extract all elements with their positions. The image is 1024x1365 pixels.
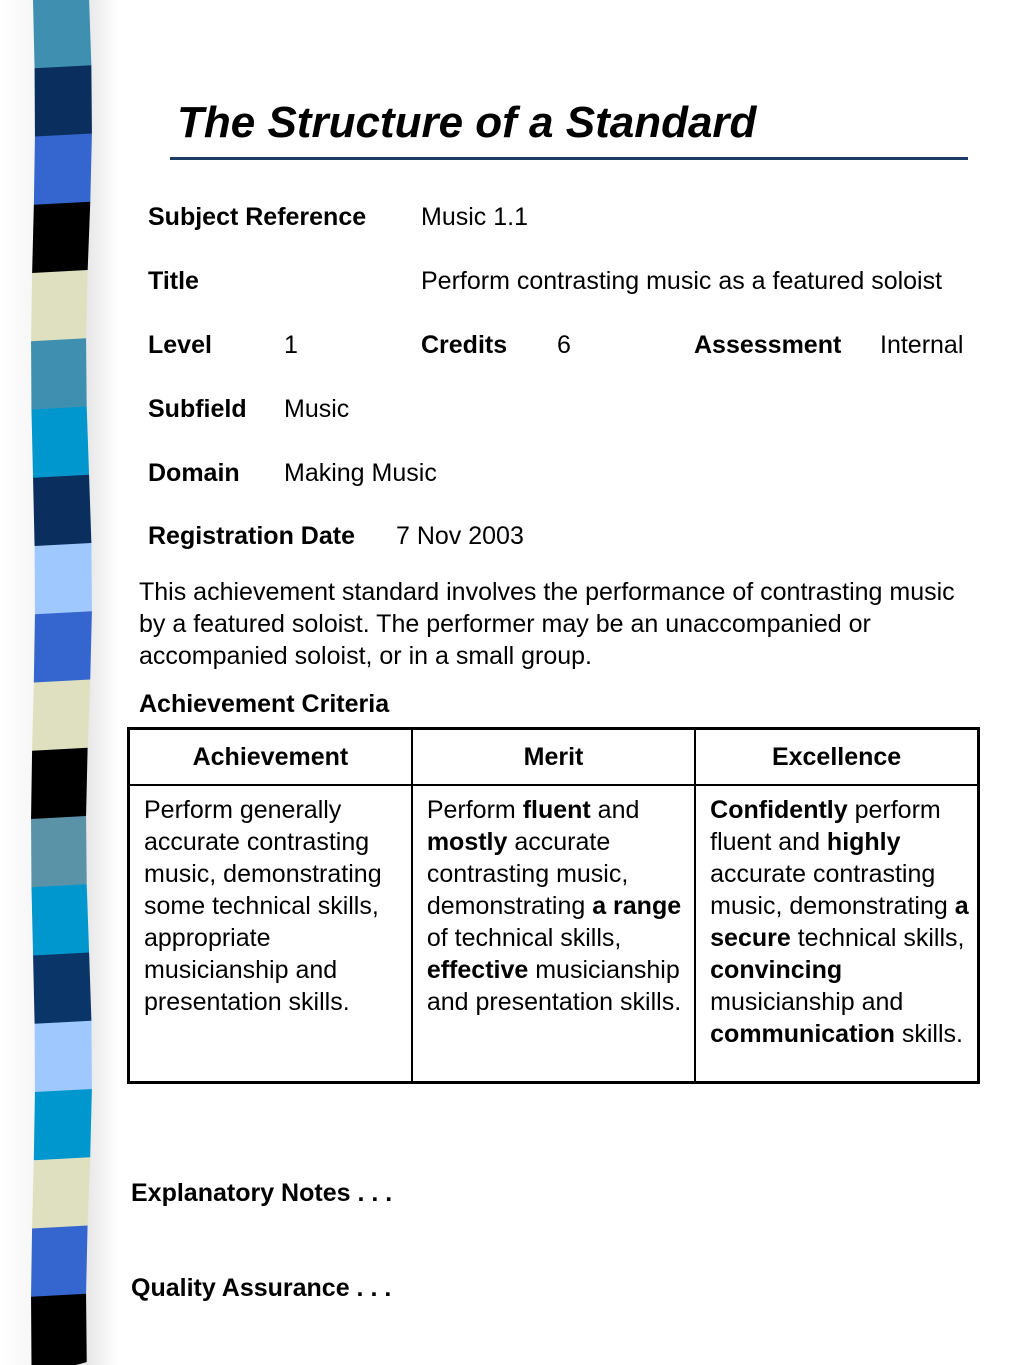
criterion-text-run: Confidently — [710, 796, 848, 824]
criterion-text-run: and — [590, 796, 640, 824]
subject-reference-label: Subject Reference — [148, 203, 367, 231]
explanatory-notes: Explanatory Notes . . . — [131, 1179, 393, 1207]
title-value: Perform contrasting music as a featured soloist — [421, 267, 943, 295]
criterion-text-run: mostly — [426, 828, 508, 856]
criterion-text-run: fluent — [522, 796, 591, 824]
criterion-text-run: skills. — [894, 1020, 963, 1048]
column-header-excellence: Excellence — [695, 729, 978, 786]
stripe-segment — [32, 680, 90, 754]
criterion-text-run: effective — [426, 956, 529, 984]
subfield-value: Music — [284, 395, 350, 423]
stripe-segment — [31, 338, 87, 412]
achievement-criteria-heading: Achievement Criteria — [139, 690, 390, 718]
subject-reference-value: Music 1.1 — [421, 203, 528, 231]
stripe-segment — [31, 407, 89, 481]
stripe-segment — [35, 65, 92, 139]
criterion-text-run: Perform — [426, 796, 523, 824]
criterion-text-run: communication — [710, 1020, 895, 1048]
assessment-value: Internal — [880, 331, 964, 359]
title-underline — [170, 157, 968, 160]
stripe-segment — [31, 1226, 88, 1300]
stripe-segment — [31, 1294, 87, 1365]
stripe-segment — [31, 816, 87, 890]
domain-label: Domain — [148, 459, 240, 487]
stripe-segment — [34, 611, 92, 685]
criteria-row — [129, 785, 979, 1083]
decorative-color-stripe — [0, 0, 110, 1365]
credits-label: Credits — [421, 331, 508, 359]
stripe-segment — [31, 270, 88, 344]
registration-date-label: Registration Date — [148, 522, 355, 550]
criterion-text-run: highly — [826, 828, 901, 856]
assessment-label: Assessment — [694, 331, 842, 359]
stripe-segment — [33, 475, 91, 549]
registration-date-value: 7 Nov 2003 — [396, 522, 524, 550]
stripe-segment — [32, 202, 90, 276]
criterion-text-run: Perform generally accurate contrasting music, demonstrating some technical skills, appropriate musicianship and presentation skills. — [144, 796, 382, 1016]
achievement-criteria-table — [127, 727, 980, 1084]
criteria-header-row — [129, 729, 979, 786]
stripe-segment — [32, 1157, 90, 1231]
criterion-text-run: accurate contrasting music, demonstrating — [710, 860, 955, 920]
criterion-text-run: musicianship and — [710, 988, 904, 1016]
criterion-text-run: technical skills, — [790, 924, 965, 952]
title-label: Title — [148, 267, 199, 295]
stripe-segment — [35, 1021, 92, 1095]
stripe-segment — [34, 134, 92, 208]
criterion-text-run: of technical skills, — [426, 924, 622, 952]
achievement-criterion — [129, 785, 412, 1083]
quality-assurance: Quality Assurance . . . — [131, 1274, 392, 1302]
stripe-segment — [31, 748, 88, 822]
criterion-text-run: accurate contrasting music, demonstrating — [426, 828, 629, 920]
domain-value: Making Music — [284, 459, 437, 487]
stripe-segment — [35, 543, 92, 617]
stripe-segment — [33, 953, 91, 1027]
standard-description: This achievement standard involves the performance of contrasting music by a featured soloist. The performer may be an unaccompanied or accompanied soloist, or in a small group. — [139, 578, 955, 670]
criterion-text-run: a secure — [710, 892, 969, 952]
stripe-segment — [34, 1089, 92, 1163]
slide-title: The Structure of a Standard — [177, 98, 757, 147]
criterion-text-run: perform fluent and — [710, 796, 941, 856]
criterion-text-run: convincing — [710, 956, 843, 984]
column-header-achievement: Achievement — [129, 729, 412, 786]
stripe-segment — [33, 0, 91, 71]
merit-criterion — [412, 785, 695, 1083]
excellence-criterion — [695, 785, 978, 1083]
criterion-text-run: musicianship and presentation skills. — [426, 956, 682, 1016]
subfield-label: Subfield — [148, 395, 247, 423]
credits-value: 6 — [557, 331, 571, 359]
level-value: 1 — [284, 331, 298, 359]
level-label: Level — [148, 331, 212, 359]
stripe-segment — [31, 884, 89, 958]
criterion-text-run: a range — [592, 892, 682, 920]
column-header-merit: Merit — [412, 729, 695, 786]
